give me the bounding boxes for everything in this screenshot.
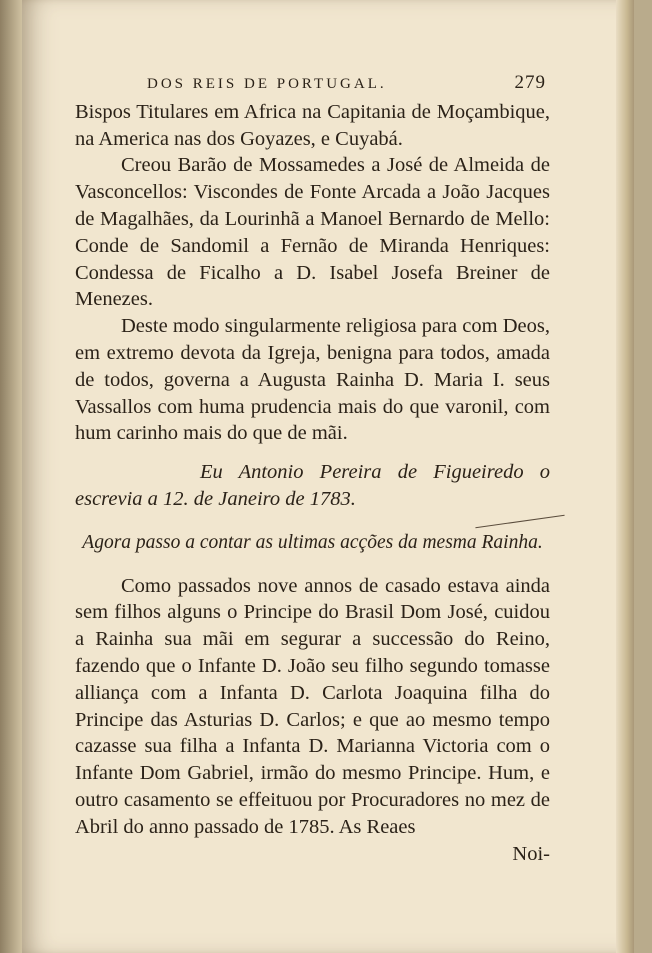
paragraph-3: Deste modo singularmente religiosa para com Deos, em extremo devota da Igreja, benigna para todos, amada de todos, governa a Augusta Rainha D. Maria I. seus Vassallos com huma prudencia mais do que varonil, com hum carinho mais do que de mãi. — [75, 315, 550, 445]
catchword: Noi- — [512, 842, 550, 865]
running-header — [75, 70, 550, 98]
paragraph-2: Creou Barão de Mossamedes a José de Almeida de Vasconcellos: Viscondes de Fonte Arcada a João Jacques de Magalhães, da Lourinhã a Manoel Bernardo de Mello: Conde de Sandomil a Fernão de Miranda Henriques: Condessa de Ficalho a D. Isabel Josefa Breiner de Menezes. — [75, 154, 550, 311]
section-heading: Agora passo a contar as ultimas acções da mesma Rainha. — [82, 531, 543, 553]
body-paragraph: Como passados nove annos de casado estava ainda sem filhos alguns o Principe do Brasil Dom José, cuidou a Rainha sua mãi em segurar a successão do Reino, fazendo que o Infante D. João seu filho segundo tomasse alliança com a Infanta D. Carlota Joaquina filha do Principe das Asturias D. Carlos; e que ao mesmo tempo cazasse sua filha a Infanta D. Marianna Victoria com o Infante Dom Gabriel, irmão do mesmo Principe. Hum, e outro casamento se effeituou por Procuradores no mez de Abril do anno passado de 1785. As Reaes — [75, 574, 550, 838]
running-title: DOS REIS DE PORTUGAL. — [147, 76, 387, 92]
page-number: 279 — [514, 72, 546, 93]
page-text-block — [75, 70, 550, 867]
signature-line: Eu Antonio Pereira de Figueiredo o escrevia a 12. de Janeiro de 1783. — [75, 461, 550, 510]
page-edge — [616, 0, 634, 953]
paragraph-1: Bispos Titulares em Africa na Capitania de Moçambique, na America nas dos Goyazes, e Cuyabá. — [75, 100, 550, 150]
